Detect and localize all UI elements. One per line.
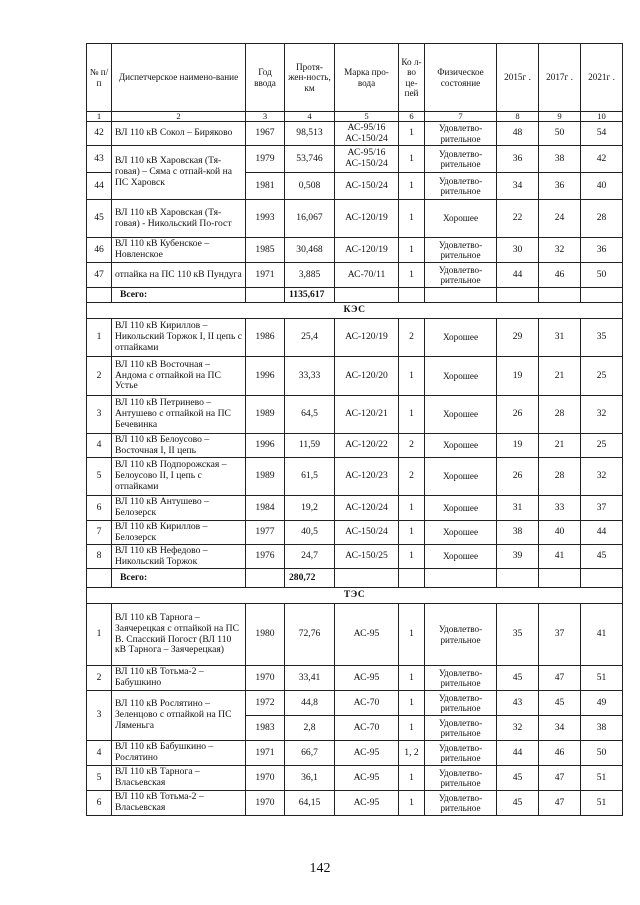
row-no: 47 (87, 263, 112, 288)
length-cell: 72,76 (285, 604, 335, 666)
length-cell: 44,8 (285, 691, 335, 716)
circuits-cell: 2 (399, 319, 425, 357)
row-no: 4 (87, 434, 112, 458)
value-2017: 50 (539, 122, 581, 146)
line-name: ВЛ 110 кВ Антушево – Белозерск (112, 496, 246, 521)
value-2017: 47 (539, 666, 581, 691)
value-2017: 36 (539, 173, 581, 200)
row-no: 45 (87, 200, 112, 238)
row-no: 7 (87, 521, 112, 545)
total-empty (539, 569, 581, 588)
length-cell: 25,4 (285, 319, 335, 357)
column-number: 7 (425, 112, 497, 122)
circuits-cell: 1 (399, 545, 425, 569)
state-cell: Хорошее (425, 357, 497, 396)
year-cell: 1970 (246, 666, 285, 691)
year-cell: 1971 (246, 263, 285, 288)
table-row (87, 122, 623, 146)
header-length: Протя-жен-ность, км (285, 44, 335, 112)
circuits-cell: 2 (399, 434, 425, 458)
table-row (87, 357, 623, 396)
table-row (87, 496, 623, 521)
lines-table (86, 43, 623, 816)
value-2021: 51 (581, 791, 623, 816)
value-2021: 25 (581, 357, 623, 396)
length-cell: 2,8 (285, 716, 335, 741)
year-cell: 1989 (246, 458, 285, 496)
value-2017: 21 (539, 434, 581, 458)
value-2021: 54 (581, 122, 623, 146)
header-circuits: Ко л-во це-пей (399, 44, 425, 112)
column-number: 1 (87, 112, 112, 122)
state-cell: Хорошее (425, 496, 497, 521)
wire-cell: АС-95/16 АС-150/24 (335, 122, 399, 146)
total-empty (581, 288, 623, 303)
row-no: 3 (87, 691, 112, 741)
header-name: Диспетчерское наимено-вание (112, 44, 246, 112)
value-2021: 40 (581, 173, 623, 200)
value-2017: 28 (539, 458, 581, 496)
value-2017: 38 (539, 146, 581, 173)
table-row (87, 263, 623, 288)
value-2015: 44 (497, 263, 539, 288)
value-2017: 47 (539, 766, 581, 791)
state-cell: Удовлетво-рительное (425, 766, 497, 791)
value-2015: 30 (497, 238, 539, 263)
line-name: ВЛ 110 кВ Харовская (Тя-говая) – Сяма с отпай-кой на ПС Харовск (112, 146, 246, 200)
table-row (87, 545, 623, 569)
section-row (87, 588, 623, 604)
year-cell: 1980 (246, 604, 285, 666)
state-cell: Удовлетво-рительное (425, 604, 497, 666)
table-row (87, 666, 623, 691)
value-2015: 43 (497, 691, 539, 716)
year-cell: 1970 (246, 766, 285, 791)
value-2021: 49 (581, 691, 623, 716)
value-2015: 26 (497, 458, 539, 496)
year-cell: 1983 (246, 716, 285, 741)
total-empty (497, 569, 539, 588)
state-cell: Хорошее (425, 521, 497, 545)
year-cell: 1993 (246, 200, 285, 238)
wire-cell: АС-70 (335, 716, 399, 741)
state-cell: Хорошее (425, 458, 497, 496)
circuits-cell: 1 (399, 666, 425, 691)
value-2015: 19 (497, 357, 539, 396)
year-cell: 1971 (246, 741, 285, 766)
value-2015: 31 (497, 496, 539, 521)
table-row (87, 604, 623, 666)
total-empty (425, 569, 497, 588)
total-empty (581, 569, 623, 588)
line-name: ВЛ 110 кВ Тарнога – Власьевская (112, 766, 246, 791)
total-empty (399, 288, 425, 303)
column-number: 2 (112, 112, 246, 122)
length-cell: 0,508 (285, 173, 335, 200)
column-number-row (87, 112, 623, 122)
table-row (87, 741, 623, 766)
value-2017: 34 (539, 716, 581, 741)
row-no: 5 (87, 766, 112, 791)
row-no: 3 (87, 396, 112, 434)
state-cell: Удовлетво-рительное (425, 238, 497, 263)
year-cell: 1979 (246, 146, 285, 173)
circuits-cell: 1 (399, 146, 425, 173)
section-title-tes: ТЭС (87, 588, 623, 604)
year-cell: 1981 (246, 173, 285, 200)
total-value: 1135,617 (285, 288, 335, 303)
column-number: 4 (285, 112, 335, 122)
row-no: 1 (87, 319, 112, 357)
wire-cell: АС-95 (335, 791, 399, 816)
wire-cell: АС-120/23 (335, 458, 399, 496)
circuits-cell: 1 (399, 357, 425, 396)
wire-cell: АС-120/19 (335, 319, 399, 357)
circuits-cell: 1 (399, 766, 425, 791)
row-no: 42 (87, 122, 112, 146)
value-2015: 44 (497, 741, 539, 766)
line-name: ВЛ 110 кВ Нефедово – Никольский Торжок (112, 545, 246, 569)
wire-cell: АС-95 (335, 666, 399, 691)
value-2017: 32 (539, 238, 581, 263)
total-value: 280,72 (285, 569, 335, 588)
wire-cell: АС-150/25 (335, 545, 399, 569)
line-name: ВЛ 110 кВ Рослятино – Зеленцово с отпайкой на ПС Ляменьга (112, 691, 246, 741)
length-cell: 16,067 (285, 200, 335, 238)
wire-cell: АС-120/19 (335, 238, 399, 263)
value-2017: 28 (539, 396, 581, 434)
section-title-kes: КЭС (87, 303, 623, 319)
table-row (87, 791, 623, 816)
length-cell: 53,746 (285, 146, 335, 173)
total-empty (246, 288, 285, 303)
header-year: Год ввода (246, 44, 285, 112)
length-cell: 66,7 (285, 741, 335, 766)
circuits-cell: 1 (399, 263, 425, 288)
table-row (87, 146, 623, 173)
total-empty (87, 288, 112, 303)
page-number: 142 (309, 861, 331, 876)
year-cell: 1976 (246, 545, 285, 569)
length-cell: 36,1 (285, 766, 335, 791)
value-2017: 24 (539, 200, 581, 238)
row-no: 2 (87, 666, 112, 691)
row-no: 46 (87, 238, 112, 263)
value-2015: 48 (497, 122, 539, 146)
total-label: Всего: (112, 288, 246, 303)
wire-cell: АС-150/24 (335, 173, 399, 200)
line-name: отпайка на ПС 110 кВ Пундуга (112, 263, 246, 288)
column-number: 5 (335, 112, 399, 122)
total-empty (335, 288, 399, 303)
length-cell: 40,5 (285, 521, 335, 545)
wire-cell: АС-150/24 (335, 521, 399, 545)
value-2017: 37 (539, 604, 581, 666)
value-2021: 28 (581, 200, 623, 238)
total-label: Всего: (112, 569, 246, 588)
circuits-cell: 1 (399, 122, 425, 146)
value-2017: 47 (539, 791, 581, 816)
circuits-cell: 1 (399, 716, 425, 741)
header-2017: 2017г . (539, 44, 581, 112)
row-no: 44 (87, 173, 112, 200)
wire-cell: АС-120/22 (335, 434, 399, 458)
total-empty (539, 288, 581, 303)
table-row (87, 458, 623, 496)
total-row (87, 288, 623, 303)
state-cell: Удовлетво-рительное (425, 716, 497, 741)
total-empty (335, 569, 399, 588)
value-2015: 29 (497, 319, 539, 357)
length-cell: 33,33 (285, 357, 335, 396)
value-2021: 51 (581, 666, 623, 691)
total-empty (399, 569, 425, 588)
total-empty (497, 288, 539, 303)
wire-cell: АС-70 (335, 691, 399, 716)
circuits-cell: 1 (399, 200, 425, 238)
value-2017: 46 (539, 741, 581, 766)
state-cell: Хорошее (425, 200, 497, 238)
value-2021: 32 (581, 458, 623, 496)
line-name: ВЛ 110 кВ Восточная – Андома с отпайкой на ПС Устье (112, 357, 246, 396)
wire-cell: АС-120/19 (335, 200, 399, 238)
value-2015: 45 (497, 766, 539, 791)
year-cell: 1996 (246, 434, 285, 458)
value-2021: 51 (581, 766, 623, 791)
year-cell: 1996 (246, 357, 285, 396)
row-no: 1 (87, 604, 112, 666)
length-cell: 61,5 (285, 458, 335, 496)
length-cell: 11,59 (285, 434, 335, 458)
circuits-cell: 1 (399, 791, 425, 816)
line-name: ВЛ 110 кВ Петринево – Антушево с отпайкой на ПС Бечевинка (112, 396, 246, 434)
state-cell: Удовлетво-рительное (425, 741, 497, 766)
row-no: 8 (87, 545, 112, 569)
value-2021: 45 (581, 545, 623, 569)
header-row (87, 44, 623, 112)
line-name: ВЛ 110 кВ Тотьма-2 – Бабушкино (112, 666, 246, 691)
table-row (87, 200, 623, 238)
total-empty (246, 569, 285, 588)
year-cell: 1986 (246, 319, 285, 357)
circuits-cell: 1 (399, 691, 425, 716)
wire-cell: АС-120/24 (335, 496, 399, 521)
value-2015: 34 (497, 173, 539, 200)
value-2021: 41 (581, 604, 623, 666)
line-name: ВЛ 110 кВ Кириллов – Белозерск (112, 521, 246, 545)
state-cell: Хорошее (425, 319, 497, 357)
header-wire: Марка про-вода (335, 44, 399, 112)
wire-cell: АС-95 (335, 604, 399, 666)
table-row (87, 691, 623, 716)
value-2017: 21 (539, 357, 581, 396)
wire-cell: АС-120/20 (335, 357, 399, 396)
line-name: ВЛ 110 кВ Подпорожская – Белоусово II, I цепь с отпайками (112, 458, 246, 496)
state-cell: Удовлетво-рительное (425, 122, 497, 146)
state-cell: Хорошее (425, 545, 497, 569)
value-2015: 32 (497, 716, 539, 741)
state-cell: Хорошее (425, 396, 497, 434)
value-2021: 32 (581, 396, 623, 434)
value-2015: 45 (497, 791, 539, 816)
value-2017: 33 (539, 496, 581, 521)
value-2017: 40 (539, 521, 581, 545)
wire-cell: АС-120/21 (335, 396, 399, 434)
length-cell: 19,2 (285, 496, 335, 521)
row-no: 6 (87, 496, 112, 521)
length-cell: 24,7 (285, 545, 335, 569)
line-name: ВЛ 110 кВ Бабушкино – Рослятино (112, 741, 246, 766)
circuits-cell: 1 (399, 604, 425, 666)
wire-cell: АС-70/11 (335, 263, 399, 288)
length-cell: 64,5 (285, 396, 335, 434)
value-2017: 46 (539, 263, 581, 288)
header-state: Физическое состояние (425, 44, 497, 112)
state-cell: Хорошее (425, 434, 497, 458)
line-name: ВЛ 110 кВ Сокол – Биряково (112, 122, 246, 146)
table-row (87, 521, 623, 545)
value-2015: 22 (497, 200, 539, 238)
row-no: 5 (87, 458, 112, 496)
year-cell: 1977 (246, 521, 285, 545)
length-cell: 3,885 (285, 263, 335, 288)
line-name: ВЛ 110 кВ Харовская (Тя-говая) - Никольский По-гост (112, 200, 246, 238)
header-no: № п/п (87, 44, 112, 112)
year-cell: 1985 (246, 238, 285, 263)
value-2021: 42 (581, 146, 623, 173)
table-row (87, 766, 623, 791)
value-2017: 41 (539, 545, 581, 569)
circuits-cell: 1 (399, 496, 425, 521)
value-2021: 37 (581, 496, 623, 521)
value-2021: 50 (581, 741, 623, 766)
value-2015: 26 (497, 396, 539, 434)
table-row (87, 319, 623, 357)
length-cell: 64,15 (285, 791, 335, 816)
state-cell: Удовлетво-рительное (425, 263, 497, 288)
line-name: ВЛ 110 кВ Тарнога – Заячерецкая с отпайкой на ПС В. Спасский Погост (ВЛ 110 кВ Тарнога – Заячерецкая) (112, 604, 246, 666)
circuits-cell: 1, 2 (399, 741, 425, 766)
state-cell: Удовлетво-рительное (425, 173, 497, 200)
row-no: 6 (87, 791, 112, 816)
header-2015: 2015г . (497, 44, 539, 112)
table-row (87, 396, 623, 434)
column-number: 3 (246, 112, 285, 122)
value-2021: 35 (581, 319, 623, 357)
row-no: 2 (87, 357, 112, 396)
total-empty (425, 288, 497, 303)
value-2021: 50 (581, 263, 623, 288)
section-row (87, 303, 623, 319)
value-2017: 45 (539, 691, 581, 716)
table-row (87, 238, 623, 263)
value-2015: 19 (497, 434, 539, 458)
line-name: ВЛ 110 кВ Тотьма-2 – Власьевская (112, 791, 246, 816)
header-2021: 2021г . (581, 44, 623, 112)
value-2015: 39 (497, 545, 539, 569)
wire-cell: АС-95/16 АС-150/24 (335, 146, 399, 173)
year-cell: 1989 (246, 396, 285, 434)
state-cell: Удовлетво-рительное (425, 146, 497, 173)
length-cell: 30,468 (285, 238, 335, 263)
row-no: 4 (87, 741, 112, 766)
table-row (87, 434, 623, 458)
line-name: ВЛ 110 кВ Кубенское – Новленское (112, 238, 246, 263)
column-number: 6 (399, 112, 425, 122)
state-cell: Удовлетво-рительное (425, 666, 497, 691)
circuits-cell: 1 (399, 238, 425, 263)
value-2017: 31 (539, 319, 581, 357)
length-cell: 33,41 (285, 666, 335, 691)
value-2015: 38 (497, 521, 539, 545)
column-number: 8 (497, 112, 539, 122)
state-cell: Удовлетво-рительное (425, 791, 497, 816)
value-2015: 36 (497, 146, 539, 173)
wire-cell: АС-95 (335, 766, 399, 791)
circuits-cell: 2 (399, 458, 425, 496)
value-2015: 35 (497, 604, 539, 666)
column-number: 9 (539, 112, 581, 122)
circuits-cell: 1 (399, 396, 425, 434)
column-number: 10 (581, 112, 623, 122)
total-empty (87, 569, 112, 588)
row-no: 43 (87, 146, 112, 173)
length-cell: 98,513 (285, 122, 335, 146)
year-cell: 1984 (246, 496, 285, 521)
year-cell: 1970 (246, 791, 285, 816)
year-cell: 1972 (246, 691, 285, 716)
value-2015: 45 (497, 666, 539, 691)
value-2021: 25 (581, 434, 623, 458)
value-2021: 44 (581, 521, 623, 545)
line-name: ВЛ 110 кВ Белоусово – Восточная I, II цепь (112, 434, 246, 458)
state-cell: Удовлетво-рительное (425, 691, 497, 716)
total-row (87, 569, 623, 588)
circuits-cell: 1 (399, 521, 425, 545)
circuits-cell: 1 (399, 173, 425, 200)
wire-cell: АС-95 (335, 741, 399, 766)
line-name: ВЛ 110 кВ Кириллов – Никольский Торжок I, II цепь с отпайками (112, 319, 246, 357)
year-cell: 1967 (246, 122, 285, 146)
value-2021: 36 (581, 238, 623, 263)
value-2021: 38 (581, 716, 623, 741)
